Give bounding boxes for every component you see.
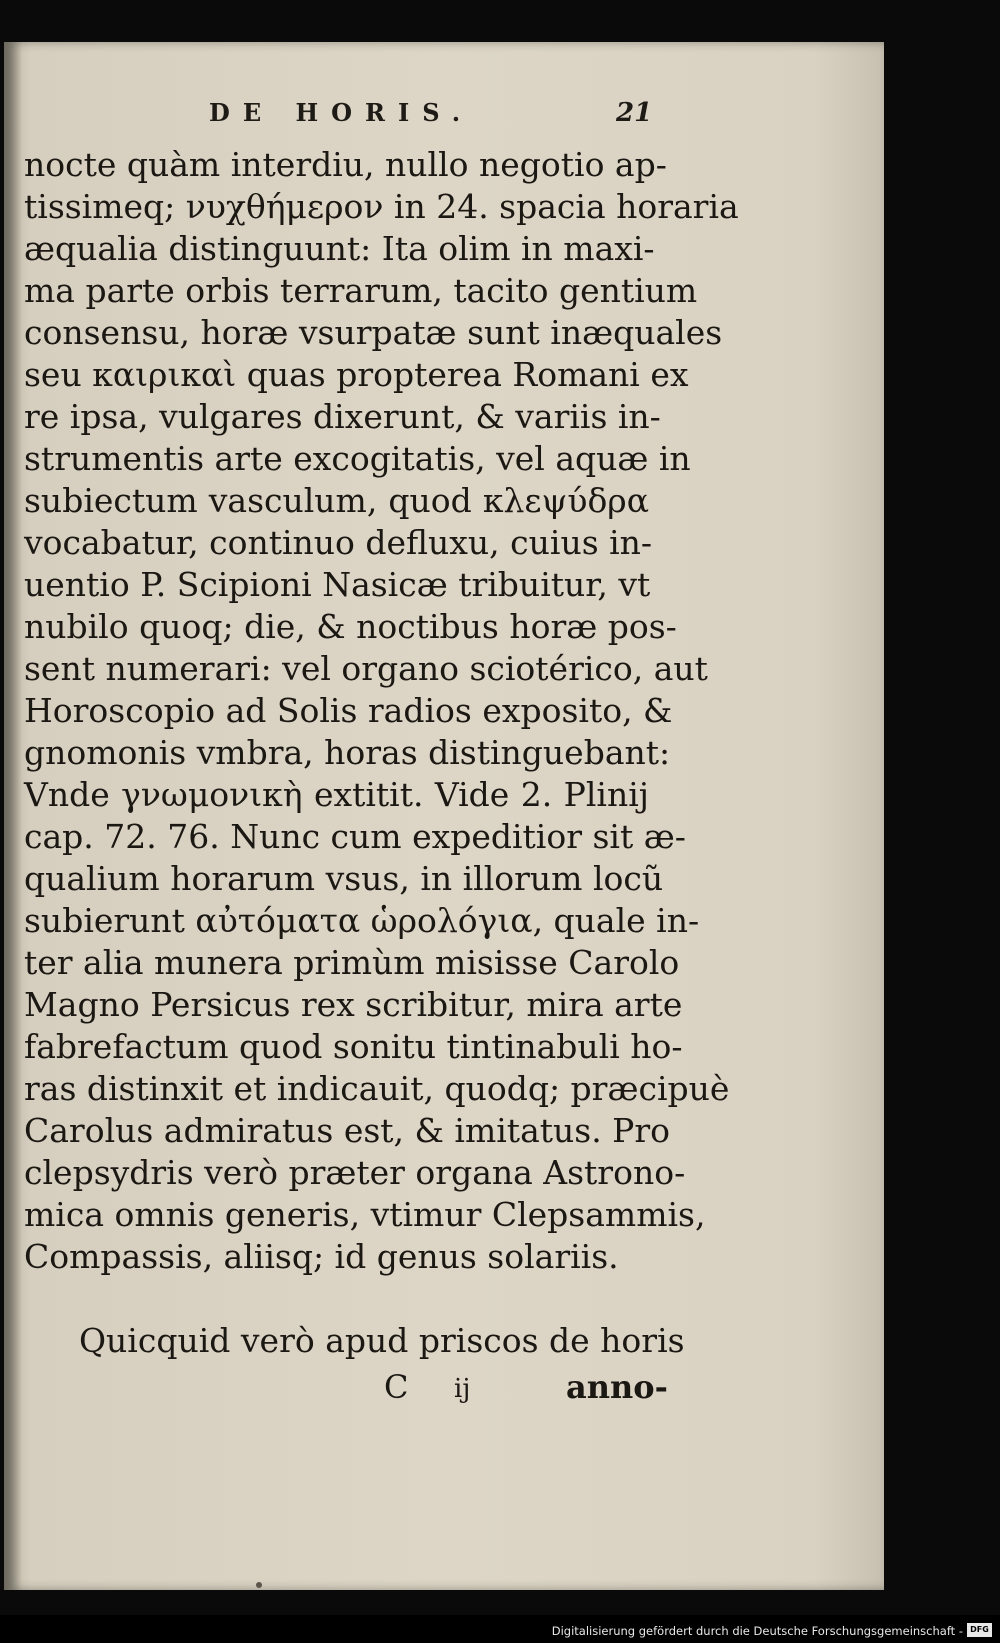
- page-footer: [384, 1368, 668, 1408]
- text-line: qualium horarum vsus, in illorum locũ: [24, 859, 664, 898]
- digitization-credit: Digitalisierung gefördert durch die Deutsche Forschungsgemeinschaft -: [551, 1624, 963, 1638]
- text-line: nubilo quoq; die, & noctibus horæ pos-: [24, 607, 677, 646]
- text-line: nocte quàm interdiu, nullo negotio ap-: [24, 145, 667, 184]
- page-gutter-shadow: [4, 42, 22, 1590]
- text-line: vocabatur, continuo defluxu, cuius in-: [24, 523, 653, 562]
- text-line: Compassis, aliisq; id genus solariis.: [24, 1237, 619, 1276]
- text-line: fabrefactum quod sonitu tintinabuli ho-: [24, 1027, 683, 1066]
- text-line: Horoscopio ad Solis radios exposito, &: [24, 691, 673, 730]
- signature-mark: C: [384, 1368, 409, 1406]
- text-line: Vnde γνωμονικὴ extitit. Vide 2. Plinij: [24, 775, 649, 814]
- text-line: cap. 72. 76. Nunc cum expeditior sit æ-: [24, 817, 686, 856]
- catchword: anno-: [566, 1368, 668, 1406]
- running-head: DE HORIS.: [209, 98, 474, 127]
- credit-bar: [0, 1615, 1000, 1643]
- text-line: sent numerari: vel organo sciotérico, aut: [24, 649, 708, 688]
- text-line: æqualia distinguunt: Ita olim in maxi-: [24, 229, 655, 268]
- text-line: re ipsa, vulgares dixerunt, & variis in-: [24, 397, 661, 436]
- signature-number: ij: [454, 1374, 471, 1404]
- ink-speck: [256, 1582, 262, 1588]
- page-number: 21: [616, 98, 653, 128]
- text-body: [24, 144, 739, 1362]
- text-line: subierunt αὐτόματα ὡρολόγια, quale in-: [24, 901, 700, 940]
- book-page: [4, 42, 884, 1590]
- text-line: ma parte orbis terrarum, tacito gentium: [24, 271, 698, 310]
- text-line: Carolus admiratus est, & imitatus. Pro: [24, 1111, 671, 1150]
- text-line: uentio P. Scipioni Nasicæ tribuitur, vt: [24, 565, 651, 604]
- paragraph-gap: [24, 1278, 649, 1320]
- text-line: mica omnis generis, vtimur Clepsammis,: [24, 1195, 706, 1234]
- text-line: consensu, horæ vsurpatæ sunt inæquales: [24, 313, 723, 352]
- text-line: Magno Persicus rex scribitur, mira arte: [24, 985, 683, 1024]
- text-line: tissimeq; νυχθήμερον in 24. spacia horaria: [24, 187, 739, 226]
- text-line: strumentis arte excogitatis, vel aquæ in: [24, 439, 691, 478]
- paragraph-opening-line: Quicquid verò apud priscos de horis: [79, 1321, 685, 1360]
- text-line: ter alia munera primùm misisse Carolo: [24, 943, 680, 982]
- dfg-logo: DFG: [967, 1623, 992, 1637]
- text-line: gnomonis vmbra, horas distinguebant:: [24, 733, 671, 772]
- text-line: subiectum vasculum, quod κλεψύδρα: [24, 481, 649, 520]
- text-line: clepsydris verò præter organa Astrono-: [24, 1153, 686, 1192]
- text-line: ras distinxit et indicauit, quodq; præcipuè: [24, 1069, 730, 1108]
- text-line: seu καιρικαὶ quas propterea Romani ex: [24, 355, 689, 394]
